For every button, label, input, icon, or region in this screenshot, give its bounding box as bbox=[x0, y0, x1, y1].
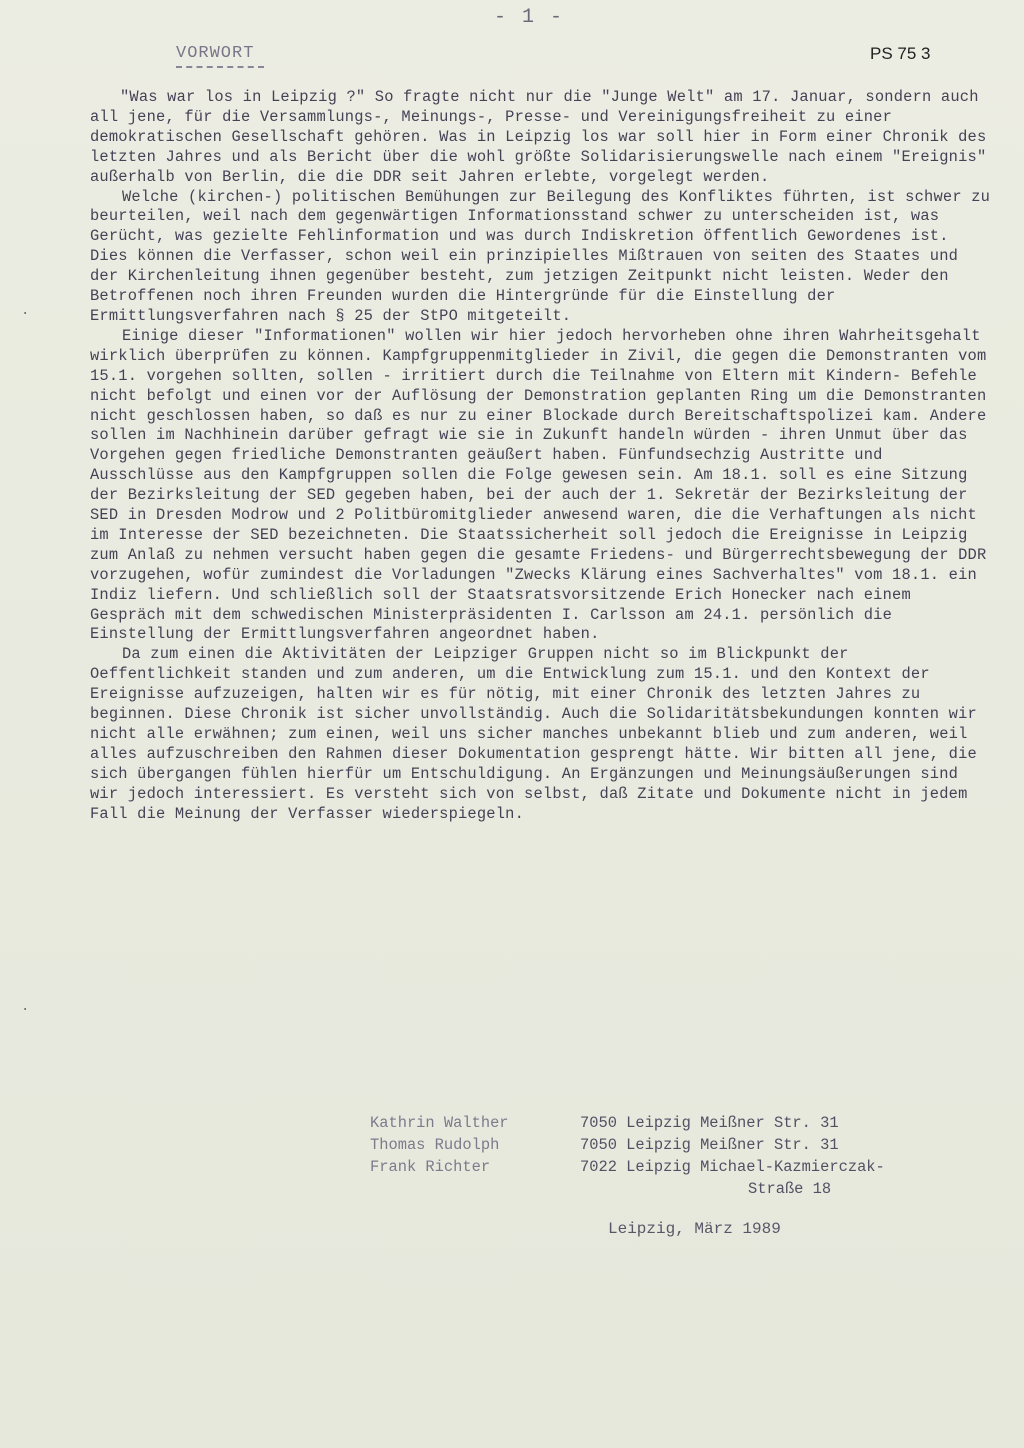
author-name: Kathrin Walther bbox=[370, 1114, 509, 1132]
signature-row bbox=[370, 1134, 1010, 1156]
margin-dot: · bbox=[21, 306, 30, 322]
page-heading: VORWORT bbox=[176, 44, 255, 63]
paragraph-intro: "Was war los in Leipzig ?" So fragte nicht nur die "Junge Welt" am 17. Januar, sondern auch all jene, für die Versammlungs-, Meinungs-, Presse- und Vereinigungsfreiheit zu einer demokratischen Gesellschaft gehören. Was in Leipzig los war soll hier in Form einer Chronik des letzten Jahres und als Bericht über die wohl größte Solidarisierungswelle nach einem "Ereignis" außerhalb von Berlin, die die DDR seit Jahren erlebte, vorgelegt werden. bbox=[90, 88, 987, 186]
margin-dot: · bbox=[21, 1002, 30, 1018]
archive-reference: PS 75 3 bbox=[870, 44, 931, 63]
paragraph-political-efforts: Welche (kirchen-) politischen Bemühungen zur Beilegung des Konfliktes führten, ist schwer zu beurteilen, weil nach dem gegenwärtigen Informationsstand schwer zu unterscheiden ist, was Gerücht, was gezielte Fehlinformation und was durch Indiskretion öffentlich Gewordenes ist. Dies können die Verfasser, schon weil ein prinzipielles Mißtrauen von seiten des Staates und der Kirchenleitung ihnen gegenüber besteht, zum jetzigen Zeitpunkt nicht leisten. Weder den Betroffenen noch ihren Freunden wurden die Hintergründe für die Einstellung der Ermittlungsverfahren nach § 25 der StPO mitgeteilt. bbox=[90, 187, 991, 325]
place-and-date: Leipzig, März 1989 bbox=[608, 1220, 781, 1238]
author-name: Frank Richter bbox=[370, 1158, 491, 1176]
body-text bbox=[90, 88, 995, 825]
author-address: 7050 Leipzig Meißner Str. 31 bbox=[580, 1114, 839, 1132]
author-address: 7022 Leipzig Michael-Kazmierczak- bbox=[580, 1158, 885, 1176]
signature-row bbox=[370, 1156, 1010, 1178]
paragraph-informations: Einige dieser "Informationen" wollen wir hier jedoch hervorheben ohne ihren Wahrheitsgehalt wirklich überprüfen zu können. Kampfgruppenmitglieder in Zivil, die gegen die Demonstranten vom 15.1. vorgehen sollten, sollen - irritiert durch die Teilnahme von Eltern mit Kindern- Befehle nicht befolgt und einen vor der Auflösung der Demonstration geplanten Ring um die Demonstranten nicht geschlossen haben, so daß es nur zu einer Blockade durch Bereitschaftspolizei kam. Andere sollen im Nachhinein darüber gefragt wie sie in Zukunft handeln würden - ihren Unmut über das Vorgehen gegen friedliche Demonstranten geäußert haben. Fünfundsechzig Austritte und Ausschlüsse aus den Kampfgruppen sollen die Folge gewesen sein. Am 18.1. soll es eine Sitzung der Bezirksleitung der SED gegeben haben, bei der auch der 1. Sekretär der Bezirksleitung der SED in Dresden Modrow und 2 Politbüromitglieder anwesend waren, die die Verhaftungen als nicht im Interesse der SED bezeichneten. Die Staatssicherheit soll jedoch die Ereignisse in Leipzig zum Anlaß zu nehmen versucht haben gegen die gesamte Friedens- und Bürgerrechtsbewegung der DDR vorzugehen, wofür zumindest die Vorladungen "Zwecks Klärung eines Sachverhaltes" vom 18.1. ein Indiz liefern. Und schließlich soll der Staatsratsvorsitzende Erich Honecker nach einem Gespräch mit dem schwedischen Ministerpräsidenten I. Carlsson am 24.1. persönlich die Einstellung der Ermittlungsverfahren angeordnet haben. bbox=[90, 326, 987, 644]
heading-underline bbox=[176, 66, 264, 68]
signature-block bbox=[370, 1112, 1010, 1200]
author-name: Thomas Rudolph bbox=[370, 1136, 500, 1154]
author-address: 7050 Leipzig Meißner Str. 31 bbox=[580, 1136, 839, 1154]
signature-row bbox=[370, 1112, 1010, 1134]
author-address-continued: Straße 18 bbox=[748, 1180, 832, 1198]
paragraph-chronicle: Da zum einen die Aktivitäten der Leipziger Gruppen nicht so im Blickpunkt der Oeffentlichkeit standen und zum anderen, um die Entwicklung zum 15.1. und den Kontext der Ereignisse aufzuzeigen, halten wir es für nötig, mit einer Chronik des letzten Jahres zu beginnen. Diese Chronik ist sicher unvollständig. Auch die Solidaritätsbekundungen konnten wir nicht alle erwähnen; zum einen, weil uns sicher manches unbekannt blieb und zum anderen, weil alles aufzuschreiben den Rahmen dieser Dokumentation gesprengt hätte. Wir bitten all jene, die sich übergangen fühlen hierfür um Entschuldigung. An Ergänzungen und Meinungsäußerungen sind wir jedoch interessiert. Es versteht sich von selbst, daß Zitate und Dokumente nicht in jedem Fall die Meinung der Verfasser wiederspiegeln. bbox=[90, 645, 977, 823]
page-number: - 1 - bbox=[494, 6, 565, 29]
